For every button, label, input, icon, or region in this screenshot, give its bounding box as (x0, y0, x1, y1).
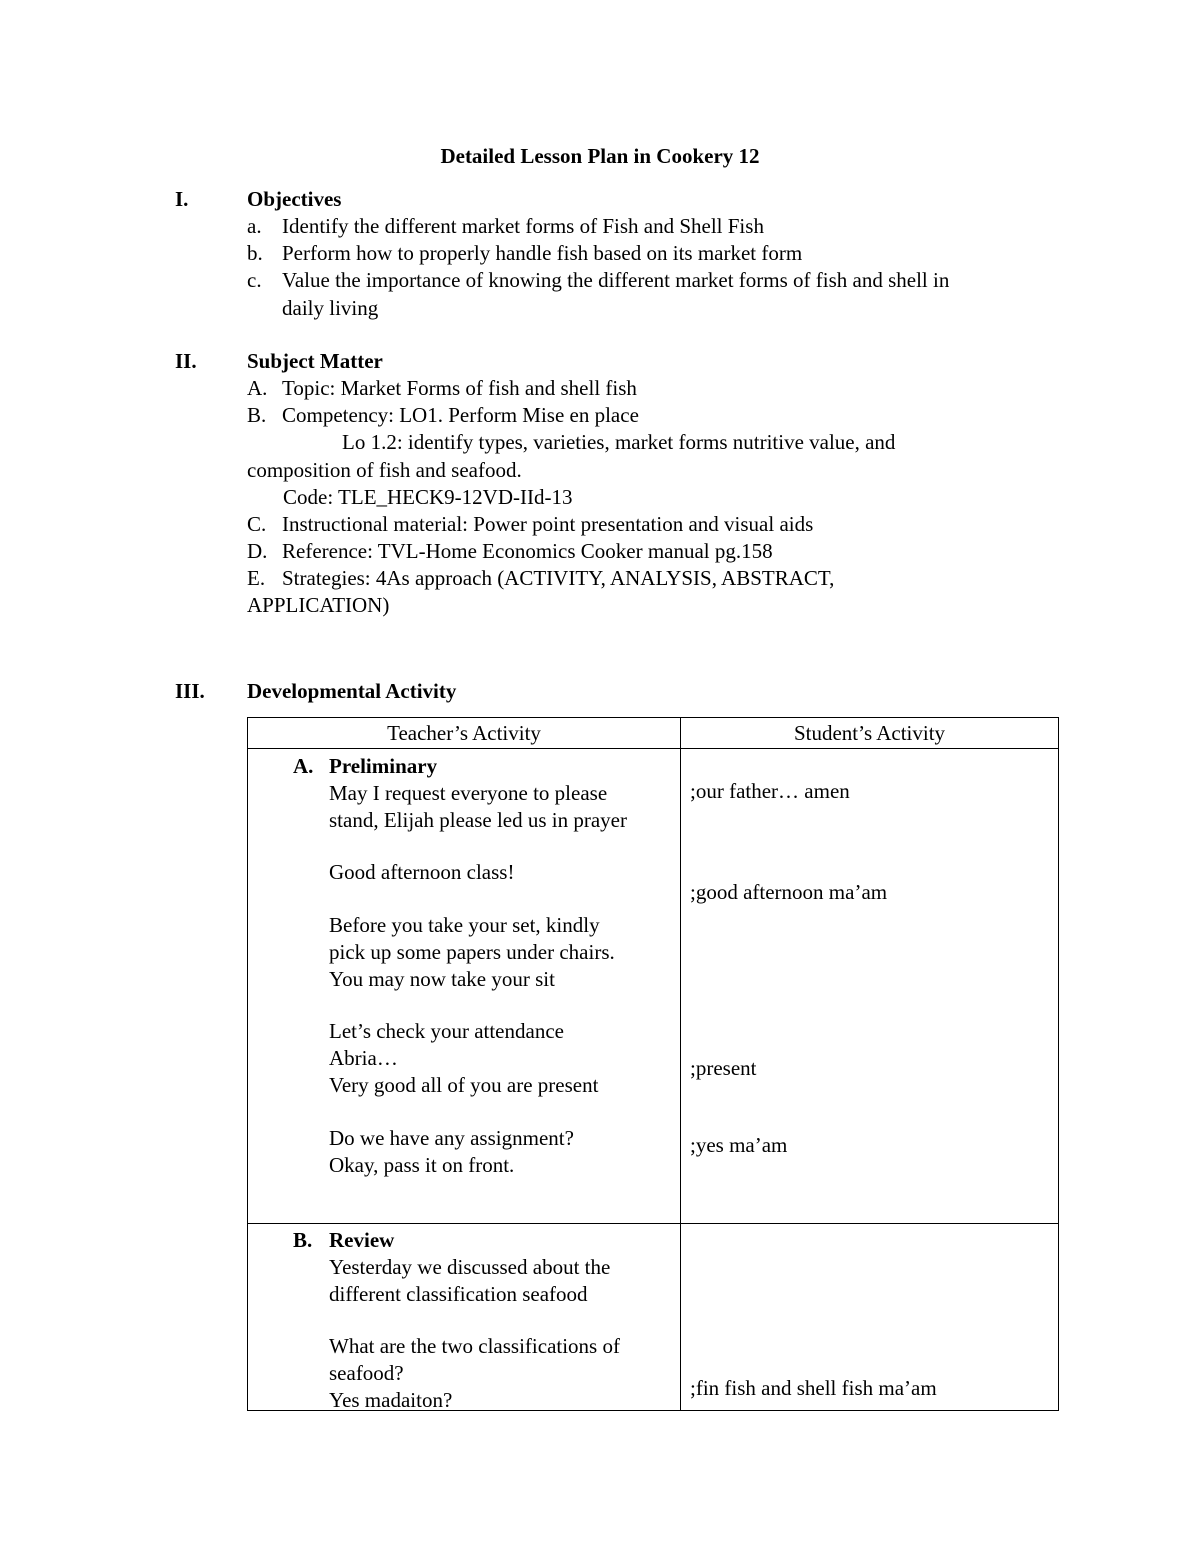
teacher-line: Abria… (329, 1046, 398, 1070)
objective-letter: a. (247, 214, 262, 238)
section-number-developmental: III. (175, 679, 205, 703)
teacher-line: Very good all of you are present (329, 1073, 599, 1097)
student-line: ;fin fish and shell fish ma’am (690, 1376, 937, 1400)
subject-topic: Topic: Market Forms of fish and shell fish (282, 376, 637, 400)
column-header-teacher: Teacher’s Activity (248, 718, 681, 749)
subject-letter-competency: B. (247, 403, 267, 427)
subject-letter-reference: D. (247, 539, 268, 563)
objective-text: Perform how to properly handle fish based on its market form (282, 241, 803, 265)
page-title: Detailed Lesson Plan in Cookery 12 (440, 144, 760, 168)
teacher-cell-review (248, 1224, 681, 1411)
review-heading: Review (329, 1228, 395, 1252)
teacher-line: pick up some papers under chairs. (329, 940, 615, 964)
teacher-line: Okay, pass it on front. (329, 1153, 515, 1177)
preliminary-heading: Preliminary (329, 754, 438, 778)
teacher-line: You may now take your sit (329, 967, 555, 991)
activity-table (247, 717, 1059, 1411)
section-heading-developmental: Developmental Activity (247, 679, 457, 703)
objective-text-continued: daily living (282, 296, 379, 320)
section-heading-subject-matter: Subject Matter (247, 349, 383, 373)
teacher-line: Good afternoon class! (329, 860, 515, 884)
subject-learning-outcome: Lo 1.2: identify types, varieties, market forms nutritive value, and (342, 430, 896, 454)
teacher-line: different classification seafood (329, 1282, 588, 1306)
objective-letter: c. (247, 268, 262, 292)
subject-letter-strategies: E. (247, 566, 266, 590)
table-row (248, 749, 1059, 1224)
teacher-line: Do we have any assignment? (329, 1126, 574, 1150)
teacher-line: Yes madaiton? (329, 1388, 453, 1412)
subject-learning-outcome-continued: composition of fish and seafood. (247, 458, 522, 482)
objective-text: Value the importance of knowing the different market forms of fish and shell in (282, 268, 950, 292)
preliminary-letter: A. (293, 754, 314, 778)
teacher-line: What are the two classifications of (329, 1334, 620, 1358)
teacher-line: seafood? (329, 1361, 404, 1385)
objective-text: Identify the different market forms of Fish and Shell Fish (282, 214, 764, 238)
subject-reference: Reference: TVL-Home Economics Cooker manual pg.158 (282, 539, 773, 563)
teacher-line: Let’s check your attendance (329, 1019, 564, 1043)
review-letter: B. (293, 1228, 313, 1252)
objective-letter: b. (247, 241, 263, 265)
teacher-line: Before you take your set, kindly (329, 913, 600, 937)
teacher-cell-preliminary (248, 749, 681, 1224)
section-number-subject-matter: II. (175, 349, 197, 373)
teacher-line: stand, Elijah please led us in prayer (329, 808, 627, 832)
column-header-student: Student’s Activity (681, 718, 1059, 749)
subject-strategies-continued: APPLICATION) (247, 593, 390, 617)
table-row (248, 1224, 1059, 1411)
subject-material: Instructional material: Power point presentation and visual aids (282, 512, 814, 536)
subject-strategies: Strategies: 4As approach (ACTIVITY, ANALYSIS, ABSTRACT, (282, 566, 835, 590)
subject-letter-material: C. (247, 512, 267, 536)
subject-competency: Competency: LO1. Perform Mise en place (282, 403, 639, 427)
teacher-line: Yesterday we discussed about the (329, 1255, 611, 1279)
student-line: ;present (690, 1056, 757, 1080)
student-cell-preliminary (681, 749, 1059, 1224)
subject-code: Code: TLE_HECK9-12VD-IId-13 (283, 485, 573, 509)
table-header-row (248, 718, 1059, 749)
section-number-objectives: I. (175, 187, 189, 211)
student-line: ;our father… amen (690, 779, 850, 803)
student-line: ;good afternoon ma’am (690, 880, 888, 904)
section-heading-objectives: Objectives (247, 187, 342, 211)
student-line: ;yes ma’am (690, 1133, 788, 1157)
subject-letter-topic: A. (247, 376, 268, 400)
teacher-line: May I request everyone to please (329, 781, 608, 805)
student-cell-review (681, 1224, 1059, 1411)
